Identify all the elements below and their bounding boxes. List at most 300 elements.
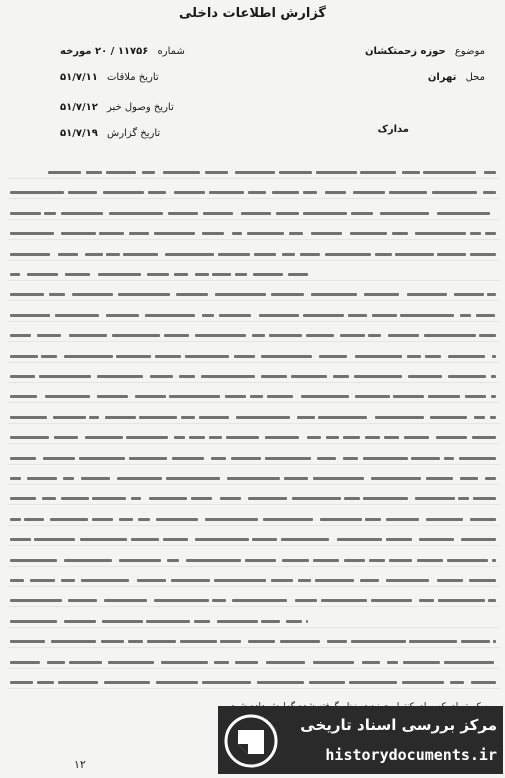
text-stroke (10, 620, 57, 623)
text-stroke (179, 375, 195, 378)
text-stroke (257, 681, 304, 684)
text-stroke (128, 640, 143, 643)
text-stroke (340, 334, 365, 337)
text-stroke (171, 579, 210, 582)
text-stroke (400, 314, 454, 317)
text-stroke (10, 416, 47, 419)
text-stroke (69, 661, 102, 664)
text-stroke (362, 661, 380, 664)
text-stroke (317, 457, 336, 460)
text-stroke (166, 477, 220, 480)
text-stroke (298, 579, 311, 582)
field-location-label: محل (465, 72, 485, 83)
text-stroke (470, 253, 496, 256)
text-stroke (168, 212, 198, 215)
text-stroke (460, 477, 478, 480)
text-stroke (470, 518, 496, 521)
text-stroke (27, 477, 57, 480)
text-stroke (483, 191, 496, 194)
text-stroke (491, 395, 496, 398)
text-stroke (344, 559, 365, 562)
text-stroke (454, 293, 484, 296)
text-stroke (484, 171, 496, 174)
text-stroke (254, 253, 277, 256)
text-stroke (108, 661, 155, 664)
text-stroke (245, 559, 277, 562)
body-text-line (8, 656, 500, 669)
body-text-line (8, 431, 500, 444)
text-stroke (10, 293, 44, 296)
text-stroke (10, 640, 45, 643)
body-text-line (8, 411, 500, 424)
text-stroke (99, 232, 124, 235)
text-stroke (269, 334, 301, 337)
text-stroke (201, 375, 255, 378)
text-stroke (64, 355, 113, 358)
text-stroke (252, 538, 277, 541)
text-stroke (119, 518, 133, 521)
text-stroke (487, 293, 496, 296)
text-stroke (369, 559, 386, 562)
text-stroke (392, 232, 408, 235)
text-stroke (393, 395, 424, 398)
text-stroke (209, 436, 222, 439)
text-stroke (129, 232, 149, 235)
text-stroke (34, 538, 75, 541)
text-stroke (353, 191, 385, 194)
body-text-line (8, 390, 500, 403)
text-stroke (402, 171, 420, 174)
text-stroke (448, 355, 485, 358)
text-stroke (231, 457, 260, 460)
text-stroke (217, 620, 258, 623)
text-stroke (174, 273, 188, 276)
text-stroke (58, 253, 79, 256)
text-stroke (409, 640, 457, 643)
text-stroke (267, 395, 293, 398)
body-text-line (8, 513, 500, 526)
text-stroke (10, 273, 20, 276)
body-text-line (8, 207, 500, 220)
text-stroke (220, 497, 241, 500)
text-stroke (311, 232, 342, 235)
text-stroke (147, 640, 175, 643)
text-stroke (85, 253, 103, 256)
text-stroke (474, 416, 485, 419)
text-stroke (343, 436, 360, 439)
text-stroke (309, 681, 345, 684)
text-stroke (395, 253, 434, 256)
text-stroke (327, 640, 347, 643)
text-stroke (276, 212, 298, 215)
text-stroke (43, 457, 74, 460)
text-stroke (491, 375, 496, 378)
text-stroke (154, 232, 196, 235)
text-stroke (10, 375, 35, 378)
body-text-line (8, 594, 500, 607)
text-stroke (271, 579, 292, 582)
text-stroke (386, 538, 412, 541)
text-stroke (365, 436, 380, 439)
text-stroke (212, 273, 231, 276)
text-stroke (101, 640, 124, 643)
text-stroke (165, 253, 214, 256)
body-text-line (8, 309, 500, 322)
text-stroke (320, 518, 362, 521)
body-text-line (8, 350, 500, 363)
text-stroke (235, 273, 246, 276)
text-stroke (68, 191, 97, 194)
text-stroke (102, 620, 143, 623)
text-stroke (150, 375, 173, 378)
text-stroke (272, 191, 298, 194)
text-stroke (68, 599, 96, 602)
text-stroke (212, 599, 226, 602)
text-stroke (232, 599, 287, 602)
field-documents-value: مدارک (377, 124, 409, 135)
text-stroke (72, 293, 112, 296)
text-stroke (415, 497, 455, 500)
text-stroke (106, 253, 120, 256)
field-received-date-label: تاریخ وصول خبر (107, 102, 174, 113)
text-stroke (307, 436, 321, 439)
text-stroke (104, 599, 147, 602)
text-stroke (195, 273, 209, 276)
text-stroke (448, 375, 486, 378)
field-location-value: تهران (427, 72, 457, 83)
text-stroke (61, 497, 88, 500)
text-stroke (10, 191, 64, 194)
text-stroke (195, 538, 249, 541)
body-text-line (8, 248, 500, 261)
body-text-line (8, 227, 500, 240)
field-number-label: شماره (157, 46, 185, 57)
text-stroke (389, 191, 427, 194)
text-stroke (219, 314, 250, 317)
text-stroke (424, 334, 475, 337)
text-stroke (301, 395, 348, 398)
text-stroke (365, 518, 381, 521)
field-meeting-date-label: تاریخ ملاقات (107, 72, 159, 83)
text-stroke (137, 579, 166, 582)
text-stroke (163, 171, 200, 174)
text-stroke (279, 171, 312, 174)
text-stroke (417, 559, 443, 562)
archive-logo-icon (224, 714, 278, 768)
text-stroke (65, 273, 91, 276)
text-stroke (81, 579, 130, 582)
text-stroke (337, 538, 382, 541)
text-stroke (250, 395, 262, 398)
archive-site: historydocuments.ir (325, 746, 497, 764)
text-stroke (61, 232, 97, 235)
text-stroke (138, 518, 149, 521)
text-stroke (176, 293, 207, 296)
text-stroke (458, 497, 469, 500)
text-stroke (253, 273, 283, 276)
text-stroke (48, 171, 81, 174)
text-stroke (371, 477, 421, 480)
text-stroke (148, 191, 166, 194)
text-stroke (459, 457, 496, 460)
text-stroke (479, 334, 496, 337)
text-stroke (403, 661, 440, 664)
text-stroke (415, 232, 466, 235)
text-stroke (164, 334, 190, 337)
text-stroke (225, 395, 246, 398)
text-stroke (295, 599, 317, 602)
text-stroke (64, 559, 112, 562)
text-stroke (195, 334, 246, 337)
text-stroke (10, 559, 57, 562)
text-stroke (10, 355, 38, 358)
text-stroke (214, 661, 229, 664)
text-stroke (154, 599, 209, 602)
text-stroke (306, 620, 308, 623)
field-number-value: ۱۱۷۵۶ / ۲۰ مورخه (60, 46, 149, 57)
text-stroke (37, 334, 61, 337)
text-stroke (79, 457, 125, 460)
field-location (428, 72, 485, 83)
text-stroke (437, 579, 463, 582)
body-text-line (8, 635, 500, 648)
text-stroke (10, 681, 33, 684)
text-stroke (131, 538, 159, 541)
text-stroke (89, 416, 99, 419)
text-stroke (303, 314, 344, 317)
text-stroke (465, 395, 486, 398)
text-stroke (167, 559, 179, 562)
text-stroke (355, 395, 390, 398)
text-stroke (490, 416, 496, 419)
text-stroke (354, 375, 402, 378)
text-stroke (318, 416, 367, 419)
text-stroke (438, 599, 485, 602)
text-stroke (112, 334, 160, 337)
text-stroke (430, 416, 466, 419)
text-stroke (44, 212, 56, 215)
text-stroke (432, 191, 477, 194)
text-stroke (10, 334, 31, 337)
text-stroke (386, 579, 429, 582)
text-stroke (411, 457, 439, 460)
text-stroke (286, 620, 302, 623)
text-stroke (266, 661, 305, 664)
text-stroke (139, 416, 178, 419)
text-stroke (265, 457, 311, 460)
body-text-line (8, 329, 500, 342)
text-stroke (156, 681, 198, 684)
text-stroke (360, 579, 379, 582)
text-stroke (180, 640, 217, 643)
text-stroke (234, 355, 255, 358)
text-stroke (10, 518, 21, 521)
archive-org-name: مرکز بررسی اسناد تاریخی (300, 716, 497, 734)
field-subject (365, 46, 485, 57)
text-stroke (343, 457, 358, 460)
text-stroke (492, 355, 496, 358)
text-stroke (364, 293, 399, 296)
text-stroke (37, 681, 53, 684)
text-stroke (348, 314, 367, 317)
text-stroke (252, 334, 266, 337)
text-stroke (306, 334, 334, 337)
text-stroke (248, 640, 274, 643)
text-stroke (39, 375, 91, 378)
text-stroke (27, 273, 58, 276)
field-received-date-value: ۵۱/۷/۱۲ (60, 102, 98, 113)
text-stroke (325, 253, 371, 256)
body-text-line (8, 288, 500, 301)
text-stroke (129, 457, 167, 460)
text-stroke (10, 599, 62, 602)
text-stroke (437, 212, 490, 215)
text-stroke (41, 355, 57, 358)
text-stroke (300, 253, 321, 256)
text-stroke (419, 538, 455, 541)
text-stroke (297, 416, 315, 419)
text-stroke (261, 355, 312, 358)
text-stroke (149, 497, 188, 500)
text-stroke (259, 314, 299, 317)
text-stroke (288, 273, 308, 276)
text-stroke (181, 416, 195, 419)
text-stroke (321, 599, 367, 602)
text-stroke (426, 477, 454, 480)
text-stroke (470, 232, 481, 235)
body-text-line (8, 166, 500, 179)
text-stroke (92, 497, 126, 500)
text-stroke (303, 212, 347, 215)
body-text-line (8, 452, 500, 465)
body-text-line (8, 492, 500, 505)
text-stroke (386, 518, 419, 521)
body-text-line (8, 370, 500, 383)
text-stroke (227, 477, 280, 480)
text-stroke (30, 579, 55, 582)
text-stroke (423, 171, 476, 174)
text-stroke (50, 518, 88, 521)
field-meeting-date (60, 72, 159, 83)
text-stroke (363, 497, 407, 500)
text-stroke (51, 640, 96, 643)
text-stroke (282, 559, 309, 562)
text-stroke (194, 620, 210, 623)
text-stroke (10, 436, 49, 439)
text-stroke (248, 497, 287, 500)
text-stroke (368, 334, 381, 337)
text-stroke (92, 518, 114, 521)
field-documents (378, 124, 415, 135)
body-text-line (8, 676, 500, 689)
text-stroke (185, 355, 229, 358)
text-stroke (292, 497, 341, 500)
text-stroke (126, 436, 167, 439)
text-stroke (54, 436, 78, 439)
text-stroke (142, 171, 156, 174)
text-stroke (163, 538, 187, 541)
text-stroke (437, 253, 466, 256)
text-stroke (355, 355, 402, 358)
field-report-date-label: تاریخ گزارش (107, 128, 161, 139)
text-stroke (106, 314, 139, 317)
text-stroke (10, 212, 41, 215)
text-stroke (42, 497, 56, 500)
text-stroke (220, 640, 240, 643)
text-stroke (444, 661, 494, 664)
text-stroke (146, 620, 190, 623)
text-stroke (202, 681, 251, 684)
text-stroke (202, 314, 214, 317)
text-stroke (248, 191, 265, 194)
text-stroke (319, 355, 347, 358)
text-stroke (461, 538, 496, 541)
text-stroke (263, 518, 314, 521)
text-stroke (344, 497, 360, 500)
text-stroke (316, 171, 357, 174)
text-stroke (186, 559, 242, 562)
text-stroke (428, 395, 460, 398)
text-stroke (80, 538, 127, 541)
text-stroke (205, 171, 228, 174)
text-stroke (53, 416, 86, 419)
text-stroke (289, 232, 303, 235)
text-stroke (10, 661, 40, 664)
text-stroke (444, 457, 454, 460)
text-stroke (425, 355, 441, 358)
text-stroke (10, 457, 36, 460)
text-stroke (387, 661, 398, 664)
text-stroke (49, 293, 65, 296)
text-stroke (81, 477, 111, 480)
text-stroke (189, 436, 205, 439)
text-stroke (85, 436, 122, 439)
text-stroke (161, 661, 208, 664)
text-stroke (211, 457, 226, 460)
text-stroke (469, 579, 496, 582)
text-stroke (116, 355, 151, 358)
field-received-date (60, 102, 174, 113)
archive-stamp (218, 706, 503, 774)
text-stroke (203, 212, 233, 215)
text-stroke (261, 620, 280, 623)
body-text-line (8, 615, 500, 628)
text-stroke (214, 579, 266, 582)
text-stroke (202, 232, 224, 235)
text-stroke (147, 273, 169, 276)
text-stroke (61, 212, 102, 215)
text-stroke (284, 477, 308, 480)
text-stroke (97, 395, 128, 398)
text-stroke (380, 212, 429, 215)
text-stroke (106, 171, 136, 174)
document-title: گزارش اطلاعات داخلی (179, 6, 326, 21)
text-stroke (333, 375, 349, 378)
text-stroke (241, 212, 272, 215)
text-stroke (313, 477, 365, 480)
text-stroke (47, 661, 65, 664)
text-stroke (402, 681, 444, 684)
text-stroke (476, 314, 494, 317)
text-stroke (404, 436, 428, 439)
text-stroke (156, 518, 198, 521)
text-stroke (109, 212, 163, 215)
body-text-line (8, 186, 500, 199)
text-stroke (407, 293, 446, 296)
text-stroke (103, 191, 144, 194)
text-stroke (436, 436, 467, 439)
field-meeting-date-value: ۵۱/۷/۱۱ (60, 72, 98, 83)
